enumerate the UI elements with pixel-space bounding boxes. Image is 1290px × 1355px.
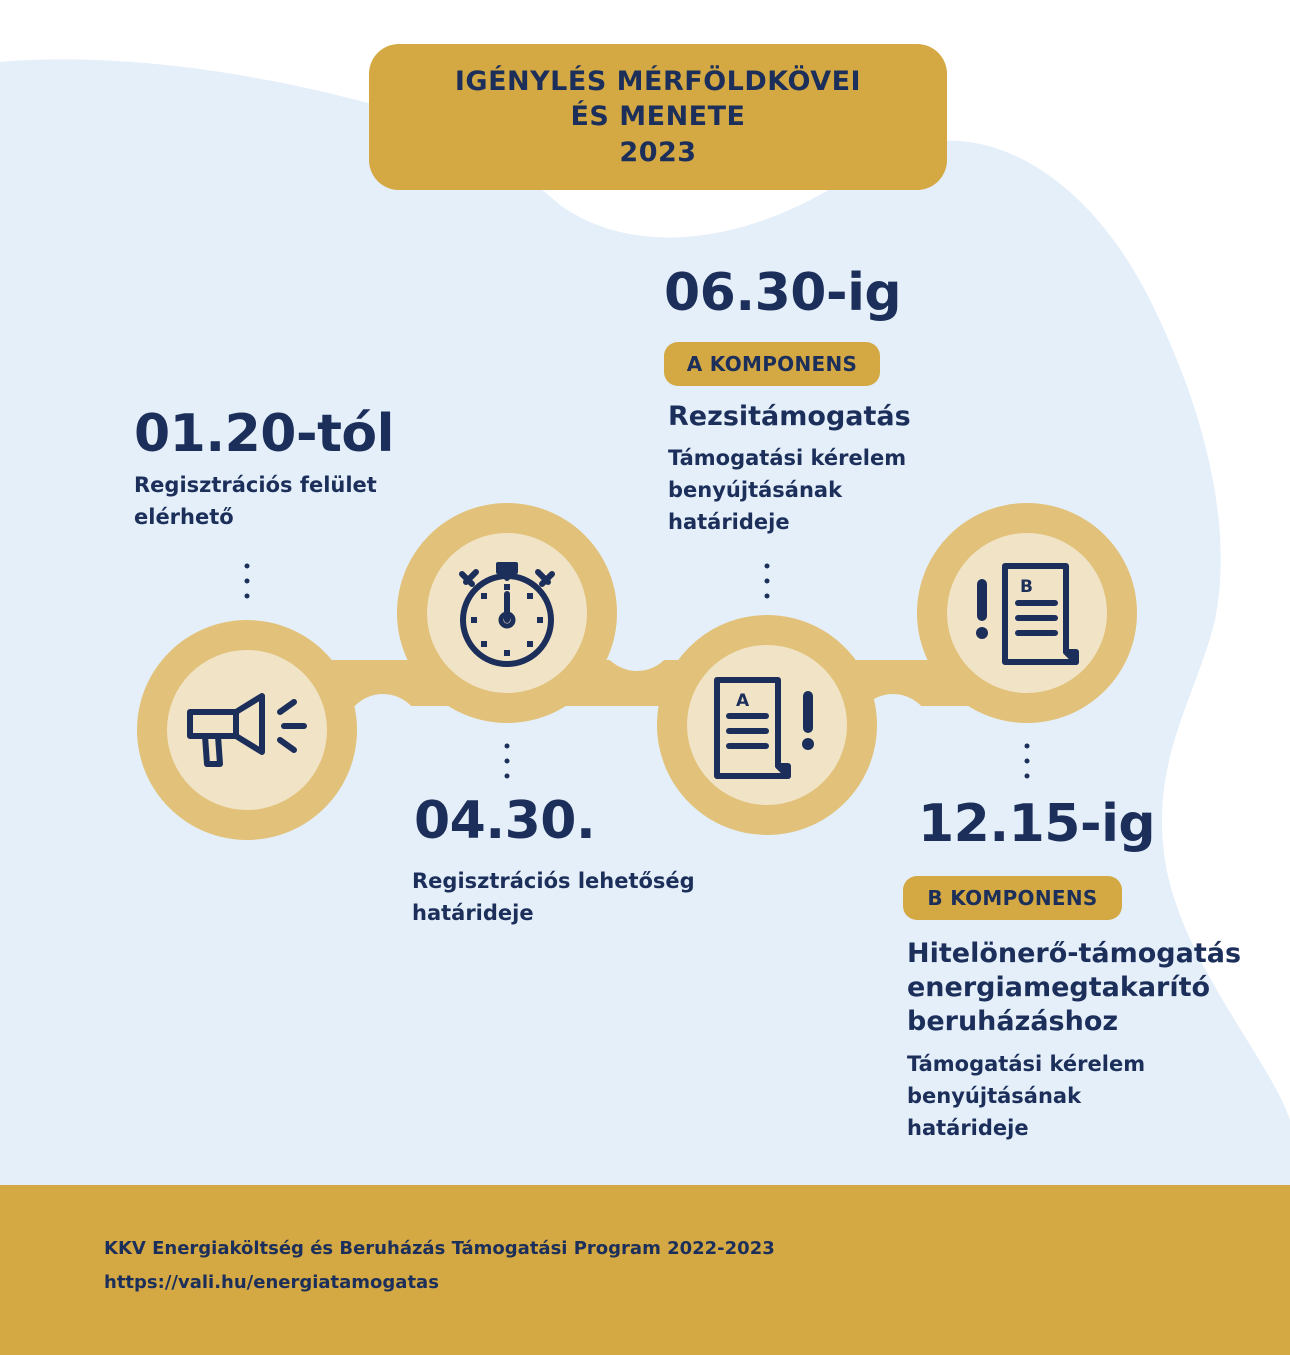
document-a-letter: A: [736, 691, 750, 711]
document-b-letter: B: [1020, 577, 1033, 597]
milestone-4-heading: [907, 937, 1241, 1039]
title-line-3: 2023: [619, 136, 697, 168]
node-circle-1: [137, 620, 357, 840]
document-b-exclamation-dot: [976, 627, 988, 639]
milestone-4-desc-line-1: Támogatási kérelem: [907, 1052, 1146, 1076]
milestone-3-desc-line-2: benyújtásának: [668, 478, 843, 502]
milestone-2-desc-line-1: Regisztrációs lehetőség: [412, 869, 695, 893]
b-component-badge: B KOMPONENS: [903, 876, 1122, 920]
milestone-4-desc-line-3: határideje: [907, 1116, 1029, 1140]
node-circle-4: [917, 503, 1137, 723]
milestone-3-desc-line-3: határideje: [668, 510, 790, 534]
milestone-1-desc-line-1: Regisztrációs felület: [134, 473, 377, 497]
milestone-1-date: 01.20-tól: [134, 404, 394, 464]
milestone-3-desc-line-1: Támogatási kérelem: [668, 446, 907, 470]
milestone-3-heading: Rezsitámogatás: [668, 401, 911, 432]
document-a-exclamation-dot: [802, 738, 814, 750]
title-line-1: IGÉNYLÉS MÉRFÖLDKÖVEI: [454, 65, 862, 97]
milestone-4-desc-line-2: benyújtásának: [907, 1084, 1082, 1108]
milestone-4-heading-line-3: beruházáshoz: [907, 1006, 1119, 1037]
milestone-4-heading-line-2: energiamegtakarító: [907, 972, 1211, 1003]
title-banner: [369, 44, 947, 190]
milestone-3-date: 06.30-ig: [664, 263, 902, 323]
milestone-1-description: [134, 469, 377, 533]
title-line-2: ÉS MENETE: [570, 101, 746, 133]
milestone-4-date: 12.15-ig: [918, 794, 1156, 854]
node-circle-3: [657, 615, 877, 835]
milestone-1-desc-line-2: elérhető: [134, 505, 234, 529]
a-component-badge: A KOMPONENS: [664, 342, 880, 386]
footer-url-link[interactable]: https://vali.hu/energiatamogatas: [104, 1272, 439, 1293]
footer-program-name: KKV Energiaköltség és Beruházás Támogatási Program 2022-2023: [104, 1238, 775, 1259]
milestone-4-heading-line-1: Hitelönerő-támogatás: [907, 938, 1242, 969]
milestone-4-description: [907, 1048, 1145, 1144]
milestone-2-desc-line-2: határideje: [412, 901, 534, 925]
milestone-2-date: 04.30.: [414, 791, 596, 851]
footer-bar: [0, 1185, 1290, 1355]
milestone-2-description: [412, 865, 695, 929]
milestone-3-description: [668, 442, 906, 538]
